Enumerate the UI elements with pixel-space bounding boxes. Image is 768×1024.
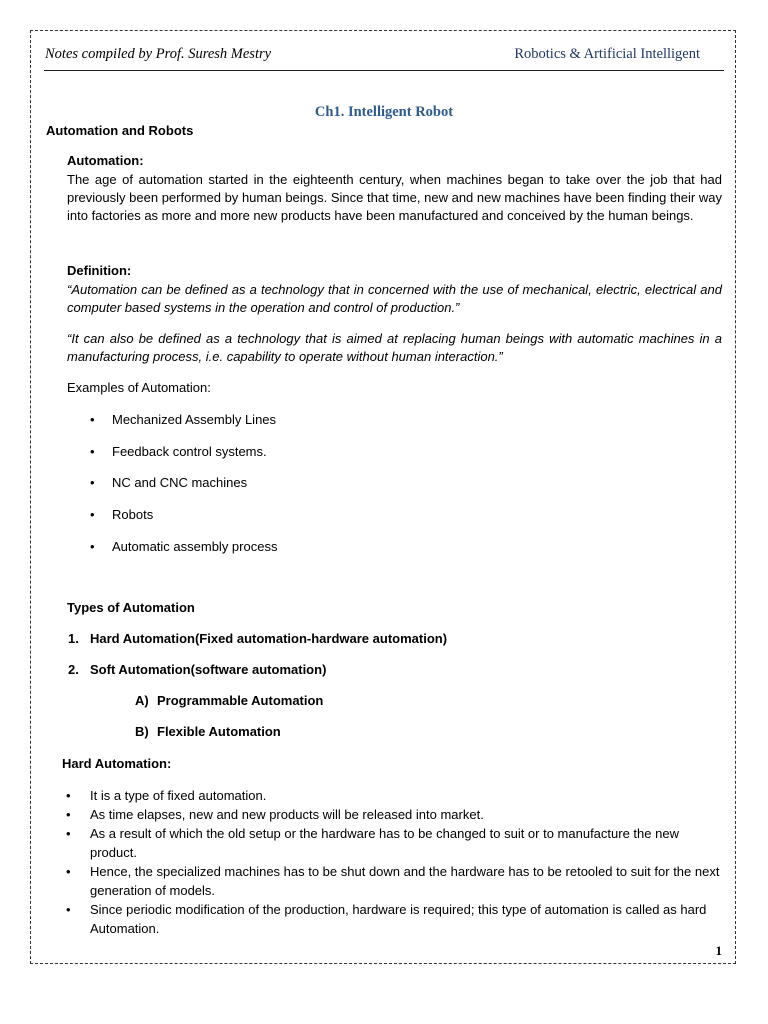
list-item-text: Hence, the specialized machines has to be shut down and the hardware has to be retooled to suit for the next generation of models.: [90, 864, 720, 898]
automation-heading: Automation:: [67, 153, 144, 168]
list-item-text: Robots: [112, 507, 154, 522]
bullet-icon: •: [90, 412, 95, 427]
bullet-icon: •: [90, 475, 95, 490]
hard-automation-heading: Hard Automation:: [62, 756, 172, 771]
chapter-title: Ch1. Intelligent Robot: [314, 104, 454, 120]
examples-heading: Examples of Automation:: [67, 380, 211, 395]
header-course: Robotics & Artificial Intelligent: [514, 46, 700, 62]
section-title: Automation and Robots: [46, 123, 194, 138]
hard-automation-list: [66, 786, 722, 938]
list-item-text: Feedback control systems.: [112, 444, 267, 459]
bullet-icon: •: [66, 807, 71, 822]
types-heading: Types of Automation: [67, 600, 195, 615]
item-letter: B): [135, 724, 149, 739]
list-item-text: Since periodic modification of the production, hardware is required; this type of automation is called as hard Automation.: [90, 902, 707, 936]
list-item-text: Automatic assembly process: [112, 539, 278, 554]
bullet-icon: •: [66, 902, 71, 917]
list-item-text: NC and CNC machines: [112, 475, 248, 490]
list-item: [66, 805, 722, 824]
list-item: [66, 786, 722, 805]
list-item-text: As time elapses, new and new products will be released into market.: [90, 807, 484, 822]
list-item: [66, 862, 722, 900]
header-author: Notes compiled by Prof. Suresh Mestry: [45, 46, 272, 62]
numbered-item-text: Soft Automation(software automation): [90, 662, 327, 677]
bullet-icon: •: [66, 864, 71, 879]
numbered-item-text: Hard Automation(Fixed automation-hardware automation): [90, 631, 448, 646]
definition-quote-2: “It can also be defined as a technology that is aimed at replacing human beings with automatic machines in a manufacturing process, i.e. capability to operate without human interaction.”: [67, 331, 722, 364]
item-letter: A): [135, 693, 149, 708]
page-number: 1: [715, 943, 722, 958]
automation-paragraph: The age of automation started in the eighteenth century, when machines began to take over the job that had previously been performed by human beings. Since that time, new and new machines have been finding their way into factories as more and more new products have been manufactured and conceived by the human beings.: [67, 172, 722, 223]
sub-item-text: Flexible Automation: [157, 724, 281, 739]
bullet-icon: •: [66, 826, 71, 841]
bullet-icon: •: [90, 444, 95, 459]
definition-quote-1: “Automation can be defined as a technology that in concerned with the use of mechanical, electric, electrical and computer based systems in the operation and control of production.”: [67, 282, 722, 315]
item-number: 1.: [68, 631, 79, 646]
definition-heading: Definition:: [67, 263, 132, 278]
list-item: [66, 900, 722, 938]
bullet-icon: •: [66, 788, 71, 803]
list-item: [66, 824, 722, 862]
list-item-text: As a result of which the old setup or the hardware has to be changed to suit or to manufacture the new product.: [90, 826, 679, 860]
item-number: 2.: [68, 662, 79, 677]
sub-item-text: Programmable Automation: [157, 693, 324, 708]
bullet-icon: •: [90, 507, 95, 522]
list-item-text: It is a type of fixed automation.: [90, 788, 267, 803]
list-item-text: Mechanized Assembly Lines: [112, 412, 277, 427]
header-divider: [44, 70, 724, 71]
bullet-icon: •: [90, 539, 95, 554]
